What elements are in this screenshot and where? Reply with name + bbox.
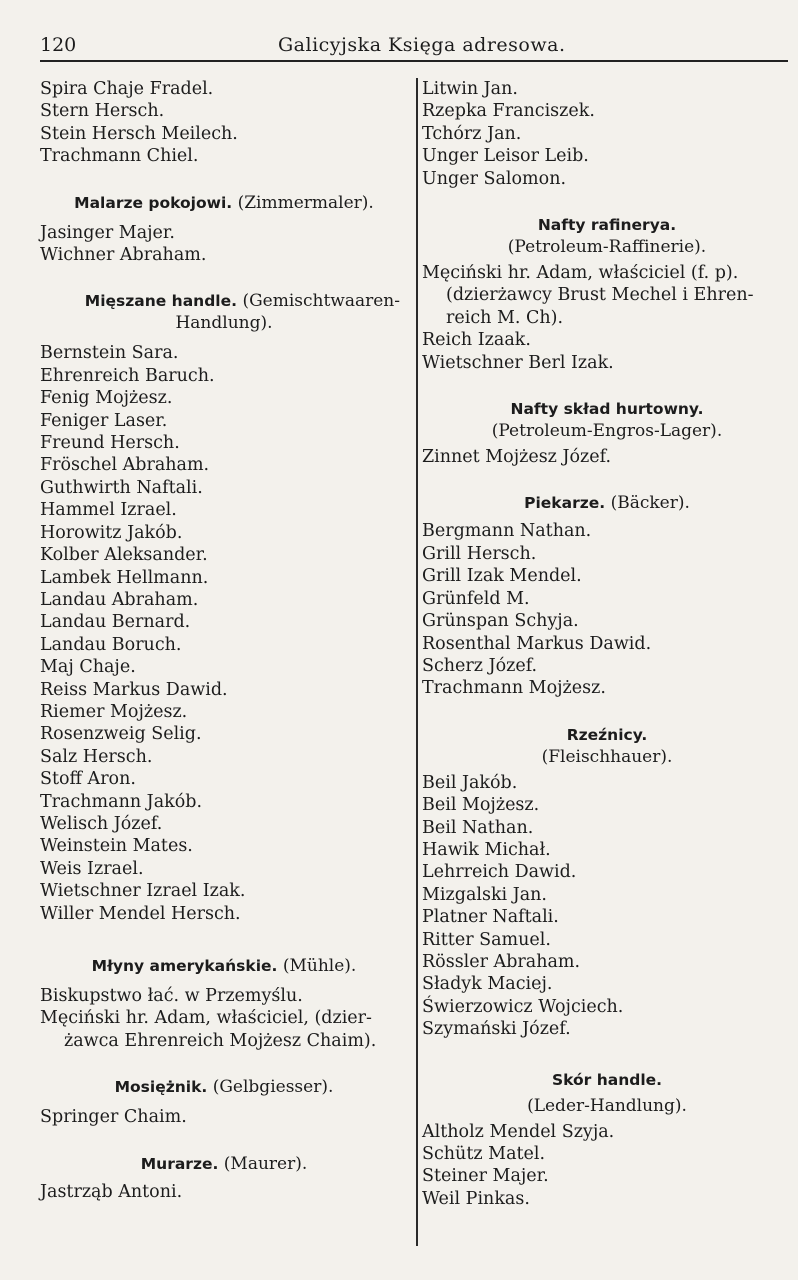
header-rule [40, 60, 788, 62]
section-subtitle: (Maurer). [223, 1153, 308, 1174]
list-item: Reich Izaak. [422, 330, 531, 351]
section-title: Mięszane handle. [84, 292, 238, 311]
list-item: Freund Hersch. [40, 433, 180, 454]
list-item: Platner Naftali. [422, 907, 559, 928]
section-heading [422, 398, 792, 420]
list-item: Fröschel Abraham. [40, 455, 210, 476]
list-item: Biskupstwo łać. w Przemyślu. [40, 986, 303, 1006]
list-item: Riemer Mojżesz. [40, 701, 188, 722]
list-item: Springer Chaim. [40, 1107, 187, 1128]
list-item: Kolber Aleksander. [40, 545, 208, 566]
section-heading [422, 492, 792, 514]
list-item: Landau Boruch. [40, 634, 182, 655]
list-item: Świerzowicz Wojciech. [422, 996, 624, 1017]
section-mosieznik [40, 1076, 408, 1128]
list-item: Stoff Aron. [40, 769, 136, 790]
list-item: Unger Leisor Leib. [422, 146, 589, 167]
list-item: Hammel Izrael. [40, 500, 177, 521]
right-column [422, 78, 792, 1210]
list-item: Ehrenreich Baruch. [40, 365, 215, 386]
section-subtitle: (Gelbgiesser). [212, 1077, 334, 1098]
list-item: Reiss Markus Dawid. [40, 679, 228, 700]
list-item: Steiner Majer. [422, 1166, 549, 1187]
section-title: Nafty rafinerya. [537, 216, 677, 235]
list-item: Spira Chaje Fradel. [40, 79, 214, 99]
section-title: Mosiężnik. [114, 1078, 208, 1097]
section-subtitle: (Fleischhauer). [541, 746, 673, 767]
list-item: Weis Izrael. [40, 858, 144, 879]
list-item: Grünfeld M. [422, 588, 530, 609]
list-item: Wietschner Berl Izak. [422, 352, 614, 373]
list-item: Hawik Michał. [422, 839, 551, 860]
list-item: Jasinger Majer. [40, 222, 175, 243]
section-subtitle-cont: Handlung). [175, 313, 273, 334]
section-mieszane-handle [40, 290, 408, 925]
section-murarze [40, 1153, 408, 1203]
section-subtitle: (Zimmermaler). [237, 192, 374, 213]
list-item: Męciński hr. Adam, właściciel, (dzier- [40, 1008, 372, 1029]
section-heading [40, 1153, 408, 1175]
list-item: Schütz Matel. [422, 1144, 546, 1164]
list-item: Rössler Abraham. [422, 951, 581, 972]
list-item: Welisch Józef. [40, 813, 163, 834]
page-number: 120 [40, 34, 77, 56]
section-heading [40, 1076, 408, 1098]
section-skor-handle [422, 1069, 792, 1211]
list-item: Wichner Abraham. [40, 245, 207, 266]
list-item: Zinnet Mojżesz Józef. [422, 447, 612, 468]
section-nafty-rafinerya [422, 214, 792, 374]
section-nafty-sklad [422, 398, 792, 468]
list-item: Maj Chaje. [40, 657, 136, 678]
list-item: Guthwirth Naftali. [40, 477, 203, 498]
list-item: Fenig Mojżesz. [40, 388, 173, 409]
list-item: Mizgalski Jan. [422, 884, 547, 905]
list-item: Beil Mojżesz. [422, 795, 540, 816]
list-item: Sładyk Maciej. [422, 974, 553, 995]
section-heading [40, 290, 408, 312]
list-item: Ritter Samuel. [422, 929, 551, 950]
section-title: Rzeźnicy. [566, 725, 648, 744]
section-heading [422, 214, 792, 236]
section-subtitle: (Gemischtwaaren- [242, 291, 400, 312]
list-item: Bernstein Sara. [40, 343, 179, 364]
list-item: Lambek Hellmann. [40, 567, 209, 588]
list-item: Męciński hr. Adam, właściciel (f. p). [422, 263, 739, 284]
list-item: Landau Abraham. [40, 589, 199, 610]
list-item: Litwin Jan. [422, 79, 518, 99]
section-subtitle: (Bäcker). [610, 493, 690, 514]
left-column [40, 78, 408, 1203]
section-title: Piekarze. [524, 494, 606, 513]
list-item: Szymański Józef. [422, 1019, 571, 1040]
list-item: Bergmann Nathan. [422, 521, 592, 542]
list-item: Wietschner Izrael Izak. [40, 881, 246, 902]
section-heading [422, 1069, 792, 1091]
list-item: reich M. Ch). [446, 307, 564, 328]
section-subtitle: (Petroleum-Raffinerie). [507, 237, 707, 258]
section-title: Nafty skład hurtowny. [510, 400, 704, 419]
running-title: Galicyjska Księga adresowa. [278, 34, 566, 56]
list-item: Stein Hersch Meilech. [40, 123, 238, 144]
section-title: Młyny amerykańskie. [91, 957, 278, 975]
column-divider [416, 78, 418, 1246]
list-item: Horowitz Jakób. [40, 522, 183, 543]
section-title: Skór handle. [551, 1070, 663, 1089]
section-heading [422, 724, 792, 746]
list-item: Rosenzweig Selig. [40, 724, 202, 745]
section-heading [40, 955, 408, 977]
list-item: Landau Bernard. [40, 612, 191, 633]
section-title: Malarze pokojowi. [74, 193, 233, 212]
list-item: Lehrreich Dawid. [422, 862, 577, 883]
list-item: Stern Hersch. [40, 101, 165, 122]
list-item: Beil Jakób. [422, 772, 518, 793]
right-top-list [422, 78, 792, 190]
list-item: Feniger Laser. [40, 410, 168, 431]
list-item: Grünspan Schyja. [422, 611, 579, 632]
list-item: Trachmann Jakób. [40, 791, 203, 812]
page-header [40, 34, 790, 60]
list-item: Beil Nathan. [422, 817, 534, 838]
section-piekarze [422, 492, 792, 699]
section-subtitle: (Leder-Handlung). [527, 1095, 687, 1116]
list-item: Weinstein Mates. [40, 836, 193, 857]
list-item: Rzepka Franciszek. [422, 101, 595, 122]
section-subtitle: (Petroleum-Engros-Lager). [491, 421, 723, 442]
section-subtitle: (Mühle). [282, 956, 357, 976]
list-item: Jastrząb Antoni. [40, 1181, 183, 1202]
list-item: Scherz Józef. [422, 655, 538, 676]
list-item: Willer Mendel Hersch. [40, 903, 241, 924]
section-heading [40, 192, 408, 214]
section-mlyny [40, 955, 408, 1052]
section-malarze [40, 192, 408, 267]
list-item: żawca Ehrenreich Mojżesz Chaim). [64, 1030, 377, 1051]
section-title: Murarze. [140, 1154, 219, 1173]
list-item: Trachmann Mojżesz. [422, 678, 606, 699]
list-item: Tchórz Jan. [422, 123, 522, 144]
list-item: Grill Hersch. [422, 543, 537, 564]
list-item: Grill Izak Mendel. [422, 566, 582, 587]
list-item: (dzierżawcy Brust Mechel i Ehren- [446, 285, 754, 306]
section-rzeznicy [422, 724, 792, 1041]
list-item: Unger Salomon. [422, 168, 567, 189]
list-item: Rosenthal Markus Dawid. [422, 633, 652, 654]
list-item: Salz Hersch. [40, 746, 153, 767]
list-item: Weil Pinkas. [422, 1188, 530, 1209]
list-item: Altholz Mendel Szyja. [422, 1121, 615, 1142]
left-top-list [40, 78, 408, 168]
list-item: Trachmann Chiel. [40, 146, 199, 167]
